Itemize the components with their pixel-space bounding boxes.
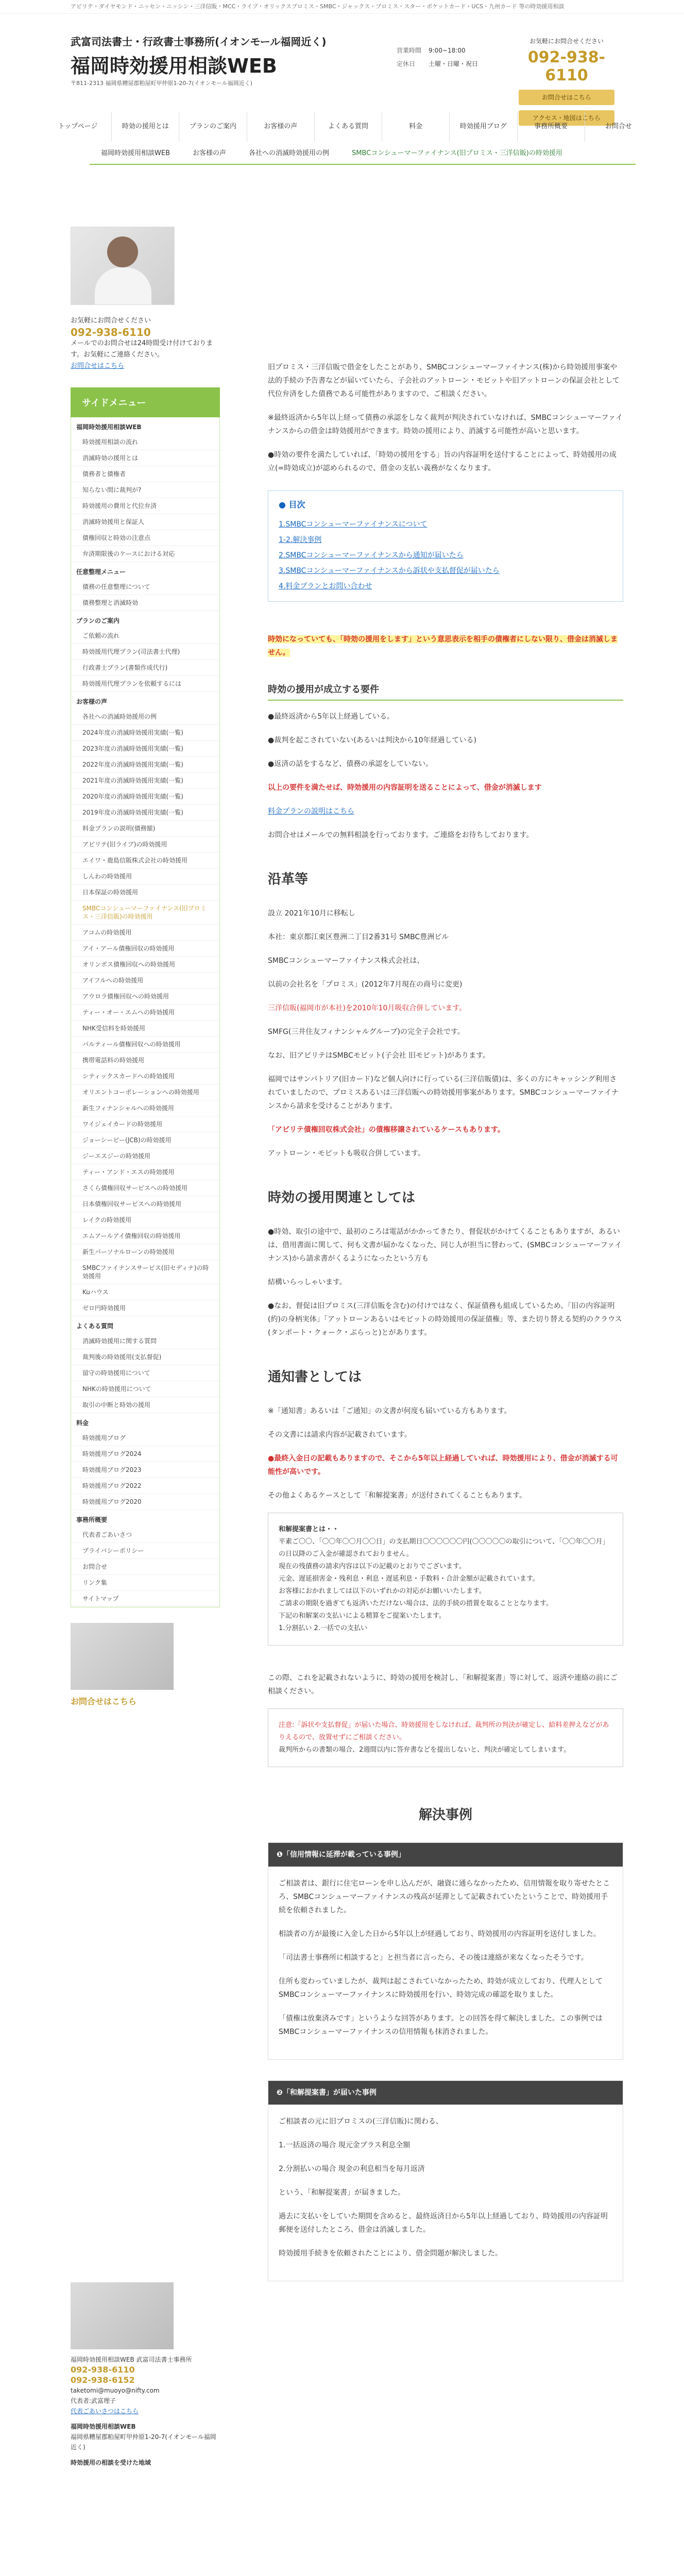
notice-heading: 通知書としては (268, 1369, 362, 1385)
ops-text: ●なお、督促は旧プロミス(三洋信販を含む)の付けではなく、保証債務も組成しているため、「旧の内容証明(約)の身柄実体」「アットローンあるいはモビットの時効援用の保証債権」等、また切り替える契約のクラウス(タンポート・クォーク・ぷらっと)とがあります。 (268, 1302, 622, 1337)
notice-text: ※「通知書」あるいは「ご通知」の文書が何度も届いている方もあります。 (268, 1407, 511, 1415)
office-address: 〒811-2313 福岡県糟屋郡粕屋町甲仲原1-20-7(イオンモール福岡近く) (71, 80, 252, 87)
side-menu-item[interactable]: アイフルへの時効援用 (71, 973, 219, 989)
side-menu-item[interactable]: アウロラ債権回収への時効援用 (71, 989, 219, 1005)
fee-plan-link[interactable]: 料金プランの説明はこちら (268, 807, 354, 816)
notice-text: その文書には請求内容が記載されています。 (268, 1431, 412, 1439)
requirement: ●最終返済から5年以上経過している。 (268, 713, 395, 721)
side-menu-item[interactable]: リンク集 (71, 1575, 219, 1591)
side-menu-item[interactable]: お問合せ (71, 1559, 219, 1575)
side-menu-item[interactable]: 知らない間に裁判が? (71, 482, 219, 498)
caution-box (268, 1708, 623, 1767)
greeting-link[interactable]: 代表ごあいさつはこちら (71, 2408, 139, 2415)
side-menu-item[interactable]: 2023年度の消滅時効援用実績(一覧) (71, 741, 219, 757)
history-line: SMBCコンシューマーファイナンス株式会社は、 (268, 957, 424, 965)
side-menu-item[interactable]: 時効援用ブログ2022 (71, 1478, 219, 1494)
case-title: ❶「信用情報に延滞が載っている事例」 (268, 1843, 623, 1867)
side-menu-item[interactable]: SMBCファイナンスサービス(旧セディナ)の時効援用 (71, 1260, 219, 1284)
side-menu-item[interactable]: 日本保証の時効援用 (71, 885, 219, 901)
settlement-letter-box (268, 1513, 623, 1646)
side-menu-item[interactable]: アコムの時効援用 (71, 925, 219, 941)
breadcrumb-current: SMBCコンシューマーファイナンス(旧プロミス・三洋信販)の時効援用 (352, 149, 562, 157)
nav-item-blog[interactable]: 時効援用ブログ (449, 112, 517, 142)
warning-text: 時効になっていても、「時効の援用をします」という意思表示を相手の債権者にしない限り、借金は消滅しません。 (268, 635, 618, 657)
letter-line: お客様におかれましては以下のいずれかの対応がお願いいたします。 (279, 1587, 486, 1595)
main-content (268, 361, 623, 2302)
holiday-label: 定休日 (397, 60, 416, 67)
side-menu-group[interactable]: お客様の声 (76, 698, 108, 705)
holiday-value: 土曜・日曜・祝日 (429, 60, 478, 67)
side-menu-item[interactable]: SMBCコンシューマーファイナンス(旧プロミス・三洋信販)の時効援用 (71, 901, 219, 925)
side-menu-item[interactable]: オリンポス債権回収への時効援用 (71, 957, 219, 973)
caution-text: 裁判所からの書類の場合、2週間以内に答弁書などを提出しないと、判決が確定してしまいます。 (279, 1746, 571, 1754)
breadcrumb (90, 143, 636, 165)
nav-item-fee[interactable]: 料金 (382, 112, 449, 142)
letter-line: 1.分割払い 2.一括での支払い (279, 1624, 367, 1632)
toc-link[interactable]: 4.料金プランとお問い合わせ (279, 582, 372, 590)
nav-item-contact[interactable]: お問合せ (585, 112, 652, 142)
side-menu-item[interactable]: シティックスカードへの時効援用 (71, 1069, 219, 1084)
history-text: アットローン・モビットも吸収合併しています。 (268, 1149, 425, 1158)
history-line: なお、旧アビリテはSMBCモビット(子会社 旧モビット)があります。 (268, 1052, 490, 1060)
case-card (268, 1842, 623, 2060)
history-line: 以前の会社名を「プロミス」(2012年7月現在の商号に変更) (268, 980, 463, 989)
site-title[interactable]: 福岡時効援用相談WEB (71, 55, 277, 77)
side-menu-item[interactable]: 時効援用ブログ (71, 1430, 219, 1446)
side-menu-item[interactable]: 料金プランの説明(債務額) (71, 821, 219, 837)
side-menu-item[interactable]: 行政書士プラン(書類作成代行) (71, 660, 219, 676)
person-body (95, 267, 151, 304)
side-menu-item[interactable]: ワイジェイカードの時効援用 (71, 1116, 219, 1132)
office-photo (71, 2282, 174, 2349)
sidebar-mail-note: メールでのお問合せは24時間受け付けております。お気軽にご連絡ください。 (71, 340, 213, 359)
ops-text: 結構いらっしゃいます。 (268, 1278, 347, 1286)
toc-title: ● 目次 (279, 500, 305, 510)
side-menu-group[interactable]: 福岡時効援用相談WEB (76, 423, 142, 431)
side-menu-item[interactable]: レイクの時効援用 (71, 1212, 219, 1228)
side-menu-item[interactable]: 新生フィナンシャルへの時効援用 (71, 1100, 219, 1116)
side-menu-item[interactable]: ティー・アンド・エスの時効援用 (71, 1164, 219, 1180)
sidebar-contact-title: お気軽にお問合せください (71, 317, 151, 325)
side-menu-item[interactable]: 各社への消滅時効援用の例 (71, 709, 219, 725)
contact-mail-button[interactable]: お問合せはこちら (519, 90, 614, 105)
staff-photo (71, 227, 175, 305)
letter-tail: この際、これを記載されないように、時効の援用を検討し、「和解提案書」等に対して、返済や連絡の前にご相談ください。 (268, 1674, 618, 1696)
side-menu-item[interactable]: 時効援用ブログ2023 (71, 1462, 219, 1478)
letter-line: 下記の和解案の支払いによる精算をご提案いたします。 (279, 1612, 446, 1620)
side-menu-item[interactable]: 取引の中断と時効の援用 (71, 1397, 219, 1413)
side-menu-item[interactable]: アイ・アール債権回収の時効援用 (71, 941, 219, 957)
sidebar-bottom-contact (71, 1623, 220, 1707)
side-menu-item[interactable]: 新生パーソナルローンの時効援用 (71, 1244, 219, 1260)
bottom-contact-link[interactable]: お問合せはこちら (71, 1697, 137, 1706)
side-menu-item[interactable]: 時効援用代理プランを依頼するには (71, 676, 219, 692)
hours-label: 営業時間 (397, 47, 422, 54)
case-title: ❷「和解提案書」が届いた事例 (268, 2081, 623, 2105)
side-menu-group[interactable]: よくある質問 (76, 1323, 114, 1330)
nav-item-top[interactable]: トップページ (58, 123, 98, 130)
side-menu-item[interactable]: 時効援用ブログ2020 (71, 1494, 219, 1510)
area-title: 時効援用の相談を受けた地域 (71, 2459, 151, 2466)
nav-item-voice[interactable]: お客様の声 (247, 112, 314, 142)
requirement: ●裁判を起こされていない(あるいは判決から10年経過している) (268, 736, 476, 744)
sidebar (71, 227, 220, 1707)
side-menu-item[interactable]: さくら債権回収サービスへの時効援用 (71, 1180, 219, 1196)
nav-item-plan[interactable]: プランのご案内 (179, 112, 246, 142)
office-fax: 092-938-6152 (71, 2375, 135, 2385)
breadcrumb-item[interactable]: 各社への消滅時効援用の例 (249, 149, 330, 157)
side-menu-item[interactable]: 裁判後の時効援用(支払督促) (71, 1349, 219, 1365)
side-menu-item[interactable]: 2021年度の消滅時効援用実績(一覧) (71, 773, 219, 789)
side-menu-group[interactable]: プランのご案内 (76, 617, 120, 624)
side-menu-item[interactable]: 消滅時効援用と保証人 (71, 514, 219, 530)
toc-link[interactable]: 3.SMBCコンシューマーファイナンスから訴状や支払督促が届いたら (279, 567, 500, 575)
side-menu-item[interactable]: 債権回収と時効の注意点 (71, 530, 219, 546)
sidebar-tel[interactable]: 092-938-6110 (71, 326, 151, 338)
requirements-heading: 時効の援用が成立する要件 (268, 680, 623, 701)
cases-heading: 解決事例 (418, 1807, 472, 1823)
sidebar-contact (71, 315, 220, 372)
intro-text: 旧プロミス・三洋信販で借金をしたことがあり、SMBCコンシューマーファイナンス(株)から時効援用事案や法的手続の予告書などが届いていたら、子会社のアットローン・モビットや旧アットローンの保証会社として代位弁済をした債務である可能性がありますので、ご相談ください。 (268, 363, 620, 398)
office-addr: 福岡県糟屋郡粕屋町甲仲原1-20-7(イオンモール福岡近く) (71, 2433, 216, 2451)
breadcrumb-item[interactable]: お客様の声 (193, 149, 227, 157)
case-body: ご相談者の元に旧プロミスの(三洋信販)に関わる、 1.一括返済の場合 現元金プラス利息全額 2.分割払いの場合 現金の利息相当を毎月返済 という、「和解提案書」が届きました。 過去に支払いをしていた期間を含めると、最終返済日から5年以上経過しており、時効援用の内容証明郵便を送付したところ、借金は消滅しました。 時効援用手続きを依頼されたことにより、借金問題が解決しました。 (279, 2117, 608, 2258)
side-menu-item[interactable]: 代表者ごあいさつ (71, 1527, 219, 1543)
history-text: 福岡ではサンパトリア(旧カード)など個人向けに行っている(三洋信販債)は、多くの方にキャッシング利用されていましたので、プロミスあるいは三洋信販への時効援用事案があります。SMBCコンシューマーファイナンスから請求を受けることがあります。 (268, 1075, 619, 1110)
side-menu-item[interactable]: エムアールアイ債権回収の時効援用 (71, 1228, 219, 1244)
side-menu-group[interactable]: 任意整理メニュー (76, 568, 126, 575)
side-menu-group[interactable]: 料金 (76, 1419, 89, 1427)
office-info (71, 2282, 220, 2468)
intro-note-2: ●時効の要件を満たしていれば、「時効の援用をする」旨の内容証明を送付することによって、時効援用の成立(=時効成立)が認められるので、借金の支払い義務がなくなります。 (268, 451, 617, 472)
side-menu (71, 417, 220, 1607)
side-menu-item[interactable]: 時効援用ブログ2024 (71, 1446, 219, 1462)
notice-text: ●最終入金日の記載もありますので、そこから5年以上経過していれば、時効援用により、借金が消滅する可能性が高いです。 (268, 1454, 618, 1476)
side-menu-item[interactable]: パルティール債権回収への時効援用 (71, 1037, 219, 1053)
side-menu-item[interactable]: 留守の時効援用について (71, 1365, 219, 1381)
side-menu-item[interactable]: NHKの時効援用について (71, 1381, 219, 1397)
nav-item-office[interactable]: 事務所概要 (517, 112, 585, 142)
access-map-button[interactable]: アクセス・地図はこちら (519, 110, 614, 126)
side-menu-item[interactable]: 携帯電話料の時効援用 (71, 1053, 219, 1069)
side-menu-item[interactable]: ティー・オー・エムへの時効援用 (71, 1005, 219, 1021)
history-text: 「アビリテ債権回収株式会社」の債権移譲されているケースもあります。 (268, 1126, 505, 1134)
notice-text: その他よくあるケースとして「和解提案書」が送付されてくることもあります。 (268, 1492, 527, 1500)
side-menu-item[interactable]: 2019年度の消滅時効援用実績(一覧) (71, 805, 219, 821)
hours-value: 9:00~18:00 (429, 47, 466, 54)
history-line: 本社：東京都江東区豊洲二丁目2番31号 SMBC豊洲ビル (268, 933, 449, 941)
side-menu-item[interactable]: アビリテ(旧ライブ)の時効援用 (71, 837, 219, 853)
history-heading: 沿革等 (268, 872, 309, 887)
side-menu-item[interactable]: プライバシーポリシー (71, 1543, 219, 1559)
side-menu-item[interactable]: Kuハウス (71, 1284, 219, 1300)
history-list (268, 907, 623, 1062)
side-menu-item[interactable]: ゼロ円時効援用 (71, 1300, 219, 1316)
history-line: 三洋信販(福岡市が本社)を2010年10月吸収合併しています。 (268, 1004, 467, 1012)
case-card (268, 2080, 623, 2281)
side-menu-item[interactable]: ジョーシービー(JCB)の時効援用 (71, 1132, 219, 1148)
side-menu-item[interactable]: 債務整理と消滅時効 (71, 595, 219, 611)
person-head (107, 236, 138, 267)
mail-consult-note: お問合せはメールでの無料相談を行っております。ご連絡をお待ちしております。 (268, 831, 534, 839)
side-menu-item[interactable]: しんわの時効援用 (71, 869, 219, 885)
nav-item-faq[interactable]: よくある質問 (314, 112, 382, 142)
side-menu-title: サイドメニュー (71, 387, 220, 417)
contact-label: お気軽にお問合せください (529, 38, 604, 45)
side-menu-item[interactable]: 2022年度の消滅時効援用実績(一覧) (71, 757, 219, 773)
side-menu-item[interactable]: 弁済期限後のケースにおける対応 (71, 546, 219, 562)
side-menu-item[interactable]: 時効援用代理プラン(司法書士代理) (71, 644, 219, 660)
side-menu-item[interactable]: 日本債権回収サービスへの時効援用 (71, 1196, 219, 1212)
business-hours (397, 44, 478, 71)
nav-item-jiko[interactable]: 時効の援用とは (111, 112, 179, 142)
ops-heading: 時効の援用関連としては (268, 1190, 416, 1206)
side-menu-item[interactable]: 2024年度の消滅時効援用実績(一覧) (71, 725, 219, 741)
office-addr-title: 福岡時効援用相談WEB (71, 2423, 136, 2430)
side-menu-item[interactable]: 時効援用相談の流れ (71, 434, 219, 450)
caution-text: 注意:「訴状や支払督促」が届いた場合、時効援用をしなければ、裁判所の判決が確定し、給料差押えなどがありえるので、放置せずにご相談ください。 (279, 1721, 609, 1741)
side-menu-item[interactable]: 消滅時効の援用とは (71, 450, 219, 466)
office-tel[interactable]: 092-938-6110 (71, 2365, 135, 2375)
toc-link[interactable]: 1.SMBCコンシューマーファイナンスについて (279, 520, 427, 529)
intro-note: ※最終返済から5年以上経って債務の承認をしなく裁判が判決されていなければ、SMBCコンシューマーファイナンスからの借金は時効援用ができます。時効の援用により、消滅する可能性が高いと思います。 (268, 414, 623, 435)
letter-line: 和解提案書とは・・ (279, 1526, 339, 1533)
requirement: ●返済の話をするなど、債務の承認をしていない。 (268, 760, 433, 768)
header-tel[interactable]: 092-938-6110 (527, 48, 606, 84)
office-rep: 代表者:武富理子 (71, 2397, 116, 2404)
letter-line: ご請求の期限を過ぎても返済いただけない場合は、法的手続の措置を取ることとなります。 (279, 1600, 553, 1607)
site-header (0, 14, 684, 130)
side-menu-item[interactable]: 債務の任意整理について (71, 579, 219, 595)
case-body: ご相談者は、銀行に住宅ローンを申し込んだが、融資に通らなかったため、信用情報を取り寄せたところ、SMBCコンシューマーファイナンスの残高が延滞として記載されていたということで、時効援用手続を依頼されました。 相談者の方が最後に入金した日から5年以上が経過しており、時効援用の内容証明を送付しました。 「司法書士事務所に相談すると」と担当者に言ったら、その後は連絡が来なくなったそうです。 住所も変わっていましたが、裁判は起こされていなかったため、時効が成立しており、代理人としてSMBCコンシューマーファイナンスに時効援用を行い、時効完成の確認を取りました。 「債権は放棄済みです」というような回答があります。との回答を得て解決しました。この事例ではSMBCコンシューマーファイナンスの信用情報も抹消されました。 (279, 1879, 610, 2036)
top-strip: アビリテ・ダイヤモンド・ニッセン・ニッシン・三洋信販・MCC・ライブ・オリックスプロミス・SMBC・ジャックス・プロミス・スター・ポケットカード・UCS・九州カード 等の時効援用相談 (0, 0, 684, 14)
side-menu-item[interactable]: 消滅時効援用に関する質問 (71, 1333, 219, 1349)
side-menu-item[interactable]: 時効援用の費用と代位弁済 (71, 498, 219, 514)
office-name: 武富司法書士・行政書士事務所(イオンモール福岡近く) (71, 36, 327, 48)
side-menu-item[interactable]: 2020年度の消滅時効援用実績(一覧) (71, 789, 219, 805)
breadcrumb-item[interactable]: 福岡時効援用相談WEB (101, 149, 170, 157)
side-menu-item[interactable]: エイワ・鹿島信販株式会社の時効援用 (71, 853, 219, 869)
side-menu-group[interactable]: 事務所概要 (76, 1516, 108, 1523)
ops-text: ●時効、取引の途中で、最初のころは電話がかかってきたり、督促状がかけてくることもありますが、あるいは、借用書面に関して、何も文書が届かなくなった、同じ人が担当に替わって、(SMBCコンシューマーファイナンス)から請求書がくるようになったという方も (268, 1228, 622, 1263)
toc-link[interactable]: 1-2.解決事例 (279, 536, 322, 544)
side-menu-item[interactable]: サイトマップ (71, 1591, 219, 1607)
global-nav (44, 112, 652, 142)
office-caption: 福岡時効援用相談WEB 武富司法書士事務所 (71, 2356, 192, 2363)
bottom-photo (71, 1623, 174, 1690)
letter-line: 現在の残債務の請求内容は以下の記載のとおりでございます。 (279, 1563, 466, 1570)
office-email[interactable]: taketomi@muoyo@nifty.com (71, 2387, 160, 2394)
letter-line: 平素ご〇〇、「〇〇年〇〇月〇〇日」の支払期日〇〇〇〇〇〇円(〇〇〇〇〇の取引について、「〇〇年〇〇月」の日以降のご入金が確認されておりません。 (279, 1538, 609, 1558)
side-menu-item[interactable]: ジーエスジーの時効援用 (71, 1148, 219, 1164)
letter-line: 元金、遅延損害金・残利息・利息・遅延利息・手数料・合計金額が記載されています。 (279, 1575, 539, 1583)
requirement-summary: 以上の要件を満たせば、時効援用の内容証明を送ることによって、借金が消滅します (268, 784, 542, 792)
toc-link[interactable]: 2.SMBCコンシューマーファイナンスから通知が届いたら (279, 551, 464, 560)
history-line: 設立 2021年10月に移転し (268, 909, 355, 918)
side-menu-item[interactable]: ご依頼の流れ (71, 628, 219, 644)
history-line: SMFG(三井住友フィナンシャルグループ)の完全子会社です。 (268, 1028, 465, 1036)
side-menu-item[interactable]: NHK受信料を時効援用 (71, 1021, 219, 1037)
side-menu-item[interactable]: 債務者と債権者 (71, 466, 219, 482)
sidebar-mail-link[interactable]: お問合せはこちら (71, 362, 125, 370)
side-menu-item[interactable]: オリエントコーポレーションへの時効援用 (71, 1084, 219, 1100)
table-of-contents (268, 490, 623, 602)
